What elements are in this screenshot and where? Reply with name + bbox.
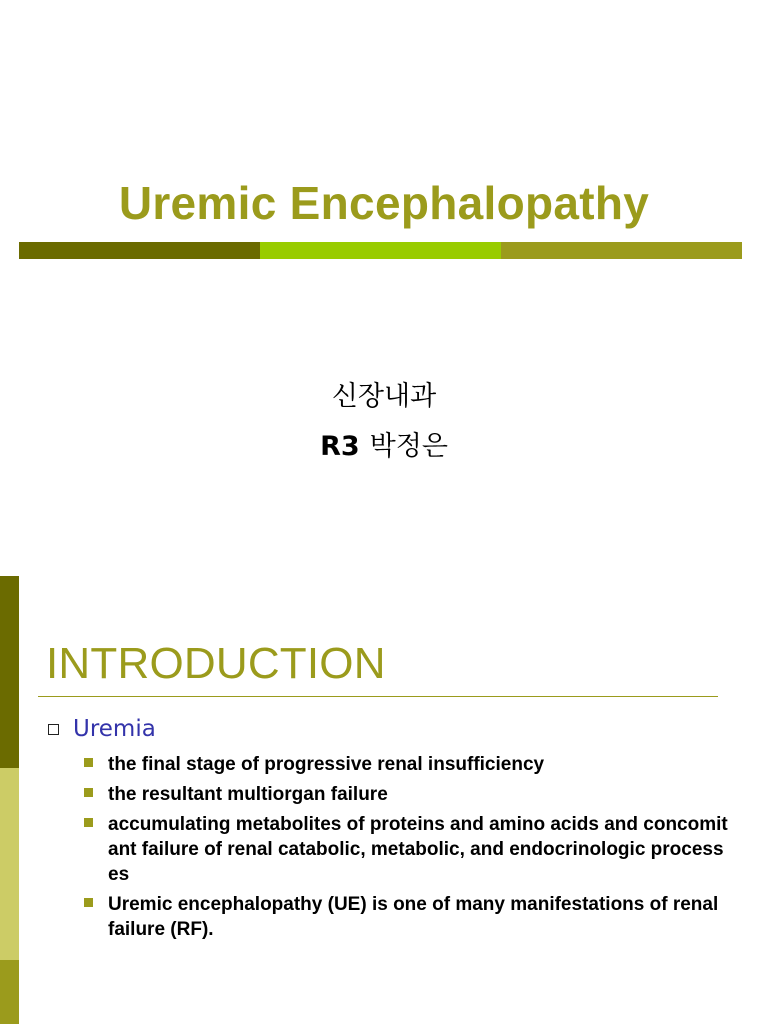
square-bullet-icon (84, 788, 93, 797)
title-bar-segment-dark (19, 242, 260, 259)
bullet-text: Uremic encephalopathy (UE) is one of many manifestations of renal failure (RF). (108, 894, 719, 940)
level1-item (48, 716, 156, 742)
square-bullet-icon (84, 818, 93, 827)
slide-heading: INTRODUCTION (46, 639, 386, 688)
side-bar-segment-olive (0, 960, 19, 1024)
left-accent-bar (0, 576, 19, 1024)
square-bullet-icon (84, 758, 93, 767)
bullet-text: the resultant multiorgan failure (108, 784, 388, 805)
presenter-line (0, 424, 768, 463)
heading-rule (38, 696, 718, 697)
bullet-list (84, 752, 732, 947)
side-bar-segment-light (0, 768, 19, 960)
title-bar-segment-bright (260, 242, 501, 259)
department-label: 신장내과 (331, 381, 437, 412)
title-underline-bar (19, 242, 742, 259)
list-item (84, 752, 732, 777)
level1-label: Uremia (73, 716, 156, 742)
list-item (84, 782, 732, 807)
list-item (84, 812, 732, 887)
presenter-name: 박정은 (369, 431, 448, 462)
slide-title: Uremic Encephalopathy (118, 177, 650, 229)
bullet-text: accumulating metabolites of proteins and amino acids and concomitant failure of renal catabolic, metabolic, and endocrinologic processes (108, 814, 728, 885)
side-bar-segment-dark (0, 576, 19, 768)
hollow-square-bullet-icon (48, 724, 59, 735)
presenter-rank: R3 (320, 431, 360, 462)
bullet-text: the final stage of progressive renal insufficiency (108, 754, 545, 775)
introduction-slide (0, 576, 768, 1024)
list-item (84, 892, 732, 942)
title-bar-segment-olive (501, 242, 742, 259)
square-bullet-icon (84, 898, 93, 907)
